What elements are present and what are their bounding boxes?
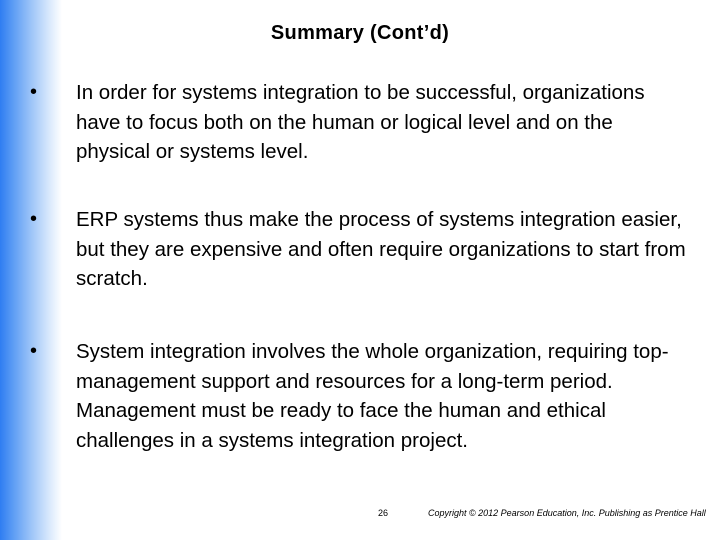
bullet-marker: •: [30, 208, 38, 230]
bullet-marker: •: [30, 340, 38, 362]
slide-title: Summary (Cont’d): [270, 22, 450, 44]
bullet-text: In order for systems integration to be successful, organizations have to focus both on the human or logical level and on the physical or systems level.: [76, 81, 645, 163]
bullet-item: [30, 205, 690, 294]
bullet-item: [30, 78, 690, 167]
bullet-text: System integration involves the whole organization, requiring top-management support and resources for a long-term period. Management must be ready to face the human and ethical challenges in a systems integration project.: [76, 340, 669, 452]
bullet-item: [30, 337, 690, 455]
bullet-marker: •: [30, 81, 38, 103]
copyright-notice: Copyright © 2012 Pearson Education, Inc. Publishing as Prentice Hall: [428, 508, 706, 518]
page-number: 26: [378, 508, 389, 518]
bullet-text: ERP systems thus make the process of systems integration easier, but they are expensive and often require organizations to start from scratch.: [76, 208, 686, 290]
